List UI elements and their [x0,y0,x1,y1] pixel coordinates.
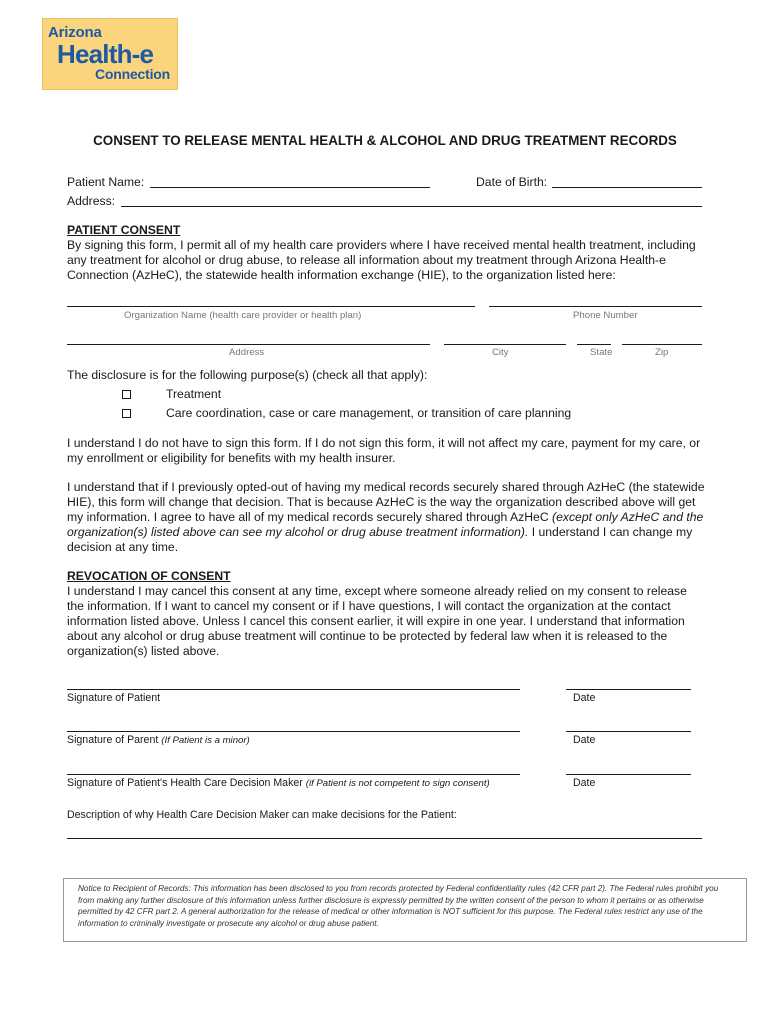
parent-date-label: Date [573,734,596,746]
org-address-caption: Address [229,347,265,358]
opt-out-italic-text: (except only AzHeC and the organization(s) listed above can see my alcohol or drug abuse treatment information). [67,510,704,539]
care-coordination-option-label: Care coordination, case or care management, or transition of care planning [166,406,572,420]
org-zip-caption: Zip [655,347,669,358]
decision-maker-signature-label [67,777,490,789]
opt-out-end-text: I understand I can change my decision at any time. [67,525,693,554]
org-city-caption: City [492,347,509,358]
parent-signature-note: (If Patient is a minor) [161,735,250,746]
org-name-caption: Organization Name (health care provider or health plan) [124,310,362,321]
parent-signature-label [67,734,250,746]
dob-field[interactable] [552,187,702,188]
org-state-caption: State [590,347,613,358]
revocation-text: I understand I may cancel this consent at any time, except where someone already relied on my consent to release the information. If I want to cancel my consent or if I have questions, I will contact the organization at the contact information listed above. Unless I cancel this consent earlier, it will expire in one year. I understand that information about any alcohol or drug abuse treatment will continue to be protected by federal law when it is released to the organization(s) listed above. [67,584,687,658]
treatment-option-label: Treatment [166,387,222,401]
opt-out-paragraph [67,480,707,555]
dob-label: Date of Birth: [476,175,548,189]
org-zip-field[interactable] [622,344,702,345]
decision-maker-description-label: Description of why Health Care Decision Maker can make decisions for the Patient: [67,809,457,821]
patient-signature-label: Signature of Patient [67,692,161,704]
phone-field[interactable] [489,306,702,307]
form-title: CONSENT TO RELEASE MENTAL HEALTH & ALCOHOL AND DRUG TREATMENT RECORDS [93,133,677,148]
decision-maker-date-field[interactable] [566,774,691,775]
patient-consent-text: By signing this form, I permit all of my health care providers where I have received mental health treatment, including any treatment for alcohol or drug abuse, to release all information about my treatment through Arizona Health-e Connection (AzHeC), the statewide health information exchange (HIE), to the organization listed here: [67,238,696,282]
phone-caption: Phone Number [573,310,638,321]
decision-maker-signature-text: Signature of Patient's Health Care Decision Maker [67,777,303,789]
care-coordination-checkbox[interactable] [122,409,131,418]
decision-maker-date-label: Date [573,777,596,789]
org-name-field[interactable] [67,306,475,307]
logo-line-1: Arizona [48,24,102,41]
patient-date-field[interactable] [566,689,691,690]
opt-out-main-text: I understand that if I previously opted-out of having my medical records securely shared through AzHeC (the statewide HIE), this form will change that decision. That is because AzHeC is the way the organization described above will get my information. I agree to have all of my medical records securely shared through AzHeC [67,480,705,524]
recipient-notice: Notice to Recipient of Records: This information has been disclosed to you from records protected by Federal confidentiality rules (42 CFR part 2). The Federal rules prohibit you from making any further disclosure of this information unless further disclosure is expressly permitted by the written consent of the person to whom it pertains or as otherwise permitted by 42 CFR part 2. A general authorization for the release of medical or other information is NOT sufficient for this purpose. The Federal rules restrict any use of the information to criminally investigate or prosecute any alcohol or drug abuse patient. [63,878,747,942]
parent-signature-field[interactable] [67,731,520,732]
purpose-intro: The disclosure is for the following purpose(s) (check all that apply): [67,368,428,382]
patient-signature-field[interactable] [67,689,520,690]
address-field[interactable] [121,206,702,207]
decision-maker-signature-note: (if Patient is not competent to sign consent) [305,778,490,789]
parent-date-field[interactable] [566,731,691,732]
treatment-checkbox[interactable] [122,390,131,399]
patient-consent-heading: PATIENT CONSENT [67,223,181,237]
no-sign-paragraph: I understand I do not have to sign this form. If I do not sign this form, it will not affect my care, payment for my care, or my enrollment or eligibility for benefits with my health insurer. [67,436,701,465]
logo-line-2: Health-e [57,39,154,69]
patient-name-label: Patient Name: [67,175,145,189]
org-city-field[interactable] [444,344,566,345]
decision-maker-description-field[interactable] [67,838,702,839]
logo-line-3: Connection [95,66,170,82]
org-address-field[interactable] [67,344,430,345]
address-label: Address: [67,194,116,208]
azhec-logo [42,18,178,90]
patient-date-label: Date [573,692,596,704]
patient-name-field[interactable] [150,187,430,188]
org-state-field[interactable] [577,344,611,345]
decision-maker-signature-field[interactable] [67,774,520,775]
revocation-heading: REVOCATION OF CONSENT [67,569,231,583]
parent-signature-text: Signature of Parent [67,734,159,746]
